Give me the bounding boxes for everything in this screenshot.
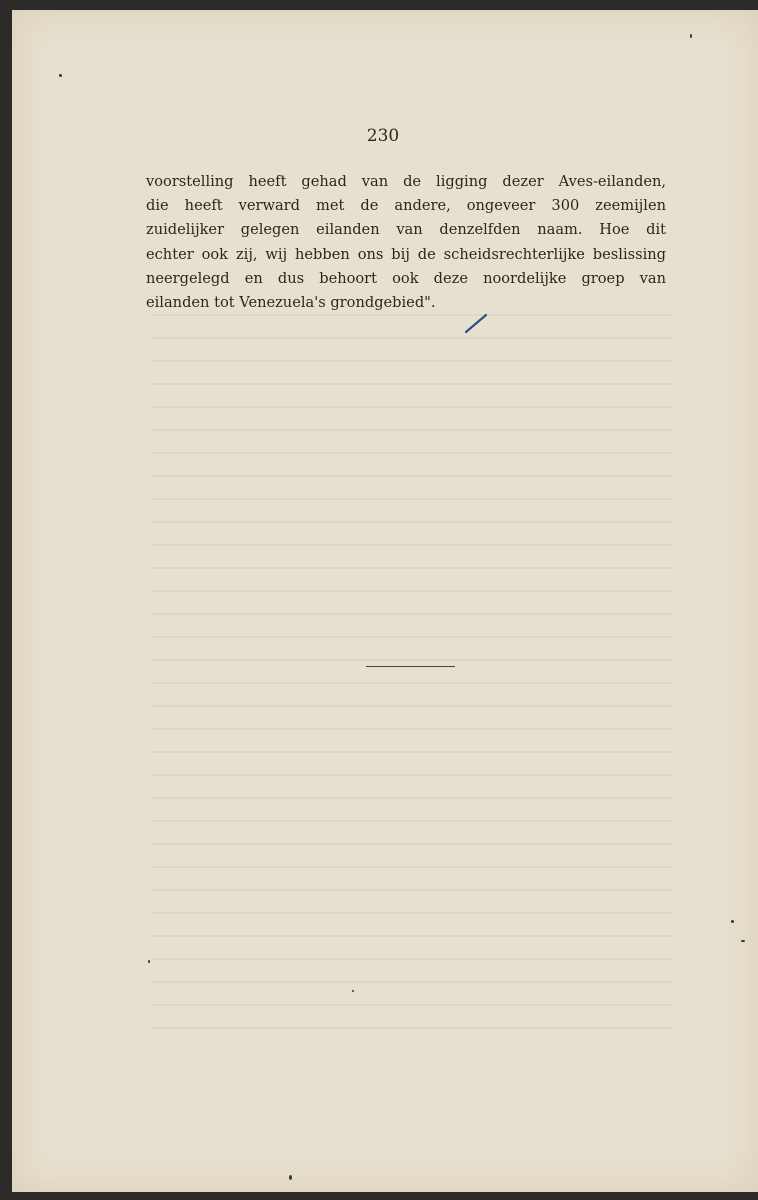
text-line-6: eilanden tot Venezuela's grondgebied". xyxy=(146,294,436,312)
pen-mark-icon xyxy=(464,312,488,334)
paper-speck xyxy=(731,920,734,923)
page-number: 230 xyxy=(366,126,400,146)
paper-speck xyxy=(59,74,62,77)
body-paragraph xyxy=(146,170,666,315)
paper-speck xyxy=(289,1175,292,1180)
paper-speck xyxy=(741,940,745,942)
text-line-2: die heeft verward met de andere, ongeveer 300 zeemijlen xyxy=(146,197,666,215)
paper-speck xyxy=(148,960,150,963)
text-line-4: echter ook zij, wij hebben ons bij de scheidsrechterlijke beslissing xyxy=(146,245,666,263)
document-page xyxy=(12,10,758,1192)
text-line-1: voorstelling heeft gehad van de ligging dezer Aves-eilanden, xyxy=(146,173,666,190)
paper-speck xyxy=(352,990,354,992)
section-divider xyxy=(366,666,455,667)
text-line-3: zuidelijker gelegen eilanden van denzelfden naam. Hoe dit xyxy=(146,221,666,239)
text-line-5: neergelegd en dus behoort ook deze noordelijke groep van xyxy=(146,269,666,287)
show-through-text xyxy=(152,300,672,1040)
paper-speck xyxy=(690,34,692,38)
